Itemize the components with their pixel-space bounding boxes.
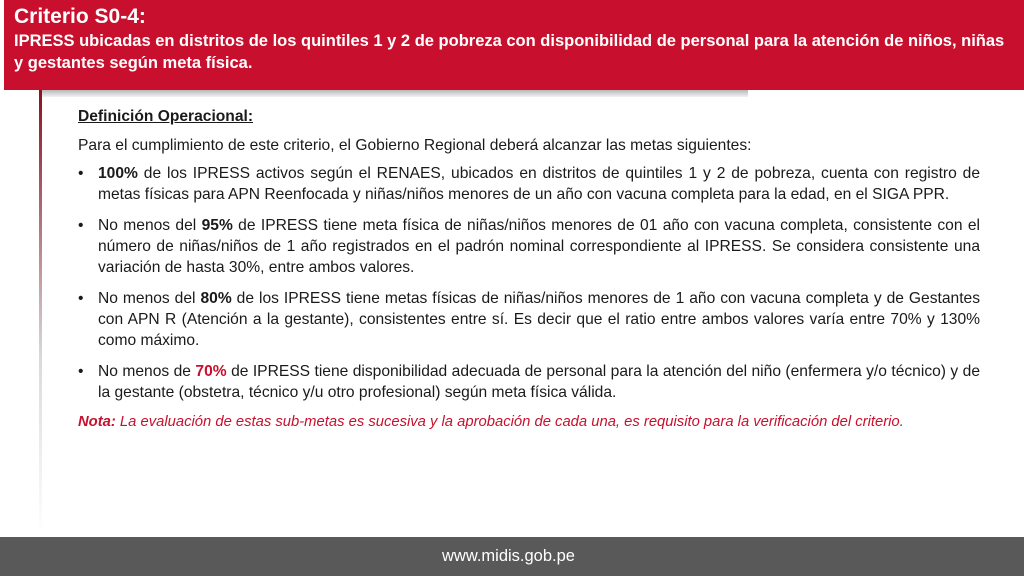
criteria-item: [78, 215, 980, 278]
criteria-text-post: de IPRESS tiene disponibilidad adecuada de personal para la atención del niño (enfermera y/o técnico) y de la gestante (obstetra, técnico y/u otro profesional) según meta física válida.: [98, 363, 980, 401]
bullet-mark: •: [78, 165, 84, 182]
content-body: [78, 106, 980, 432]
criteria-percent: 95%: [201, 217, 233, 234]
intro-text: Para el cumplimiento de este criterio, el Gobierno Regional deberá alcanzar las metas siguientes:: [78, 137, 752, 154]
criteria-percent: 80%: [200, 290, 232, 307]
criteria-item: [78, 288, 980, 351]
criteria-item: [78, 361, 980, 403]
left-accent-line: [39, 90, 42, 535]
criteria-text-post: de IPRESS tiene meta física de niñas/niños menores de 01 año con vacuna completa, consistente con el número de niñas/niños de 1 año registrados en el padrón nominal correspondiente al IPRESS. Se considera consistente una variación de hasta 30%, entre ambos valores.: [98, 217, 980, 276]
criteria-percent-highlight: 70%: [195, 363, 227, 380]
bullet-mark: •: [78, 217, 84, 234]
criteria-text-pre: No menos de: [98, 363, 196, 380]
criteria-text-pre: No menos del: [98, 290, 201, 307]
criteria-percent: 100%: [98, 165, 138, 182]
header-shadow: [40, 90, 748, 97]
note-label: Nota:: [78, 414, 116, 430]
criteria-list: [78, 163, 980, 403]
note-paragraph: [78, 412, 980, 432]
footer-url-link[interactable]: www.midis.gob.pe: [442, 547, 575, 565]
bullet-mark: •: [78, 290, 84, 307]
header-banner: [4, 0, 1024, 90]
page-title: Criterio S0-4:: [14, 5, 146, 28]
criteria-text-post: de los IPRESS tiene metas físicas de niñas/niños menores de 1 año con vacuna completa y de Gestantes con APN R (Atención a la gestante), consistentes entre sí. Es decir que el ratio entre ambos valores varía entre 70% y 130% como máximo.: [98, 290, 980, 349]
section-label: Definición Operacional:: [78, 108, 254, 125]
bullet-mark: •: [78, 363, 84, 380]
criteria-text-pre: No menos del: [98, 217, 202, 234]
footer-bar: [0, 537, 1024, 576]
criteria-text-post: de los IPRESS activos según el RENAES, ubicados en distritos de quintiles 1 y 2 de pobreza, cuenta con registro de metas físicas para APN Reenfocada y niñas/niños menores de un año con vacuna completa para la edad, en el SIGA PPR.: [98, 165, 980, 203]
page-subtitle: IPRESS ubicadas en distritos de los quintiles 1 y 2 de pobreza con disponibilidad de personal para la atención de niños, niñas y gestantes según meta física.: [14, 32, 1005, 72]
note-text: La evaluación de estas sub-metas es sucesiva y la aprobación de cada una, es requisito para la verificación del criterio.: [115, 414, 904, 430]
criteria-item: [78, 163, 980, 205]
